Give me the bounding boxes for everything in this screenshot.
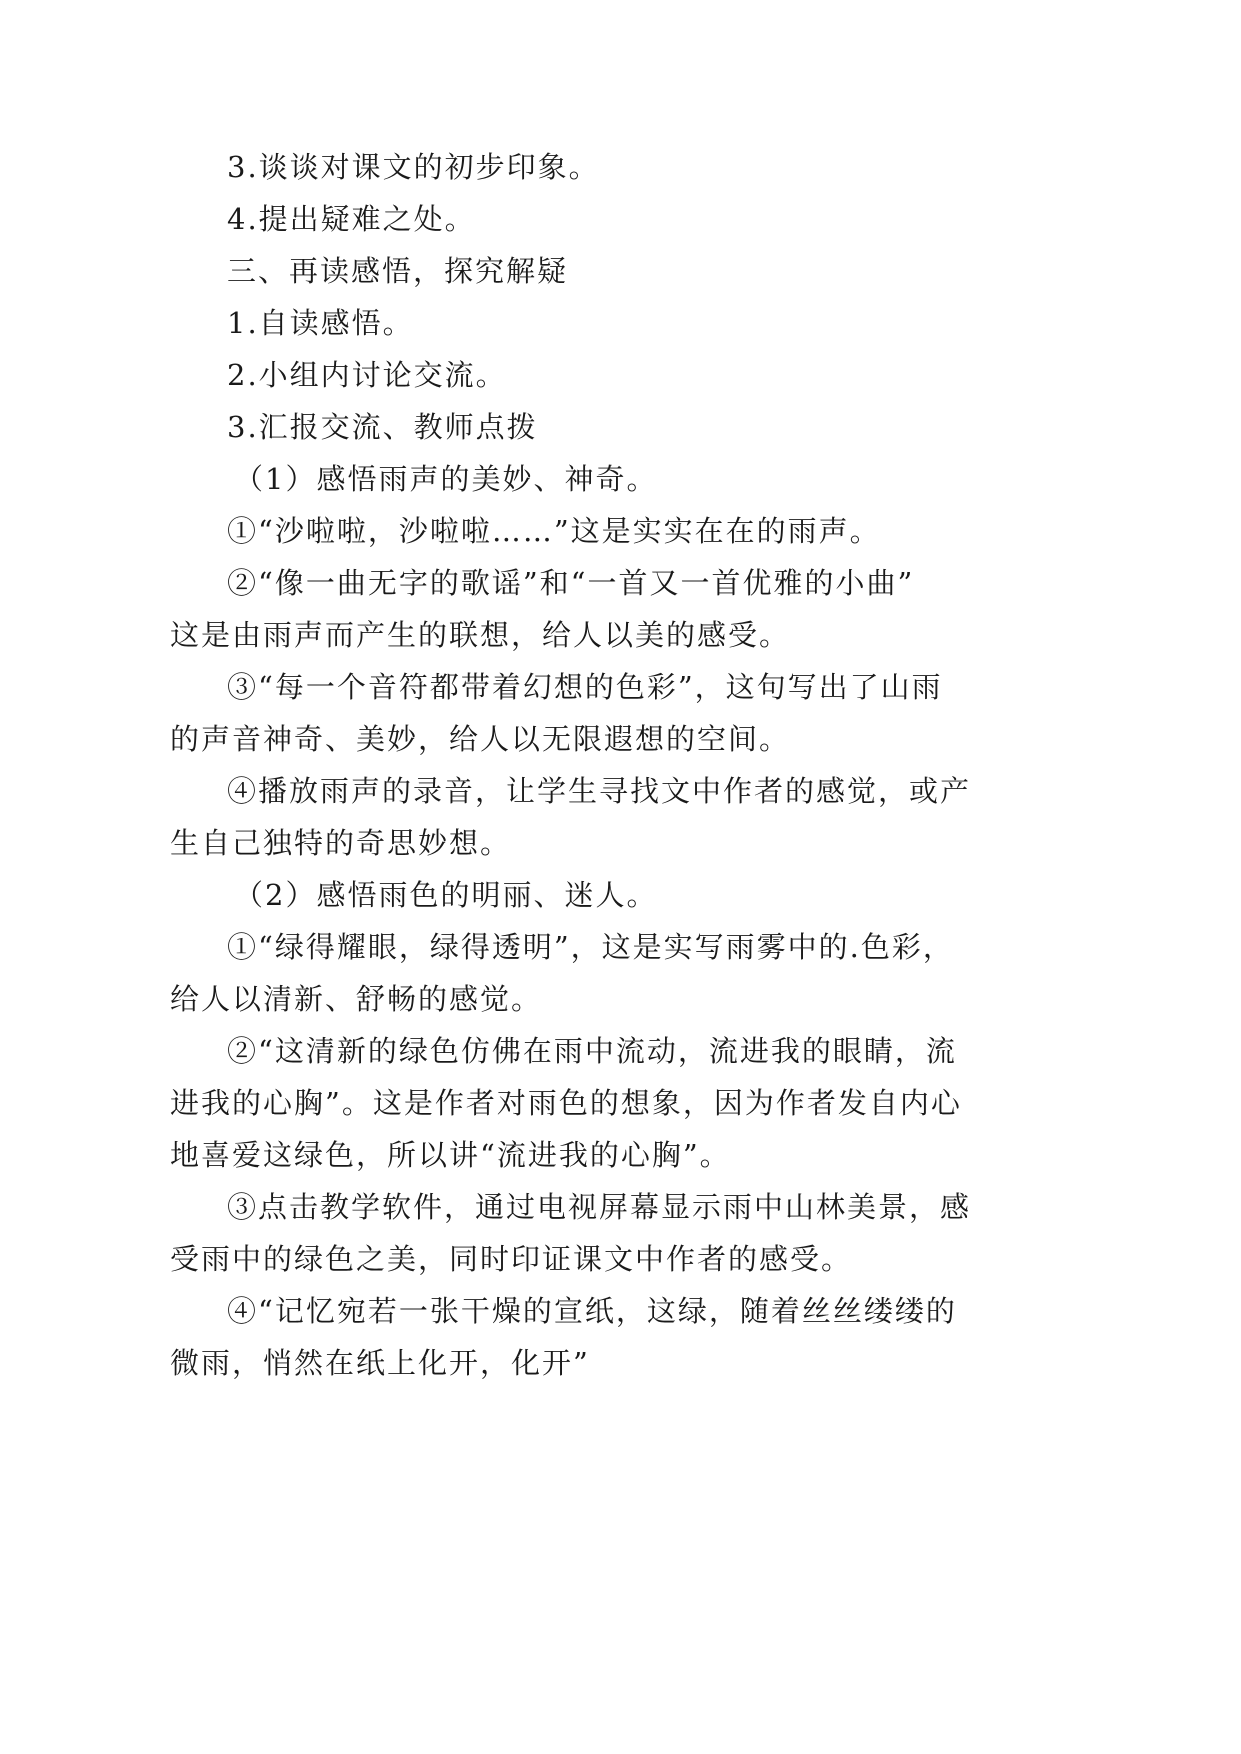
text-line: 的声音神奇、美妙，给人以无限遐想的空间。 [170, 722, 791, 756]
text-line: 进我的心胸”。这是作者对雨色的想象，因为作者发自内心 [170, 1086, 962, 1120]
text-line: 微雨，悄然在纸上化开，化开” [170, 1346, 590, 1380]
text-line: 给人以清新、舒畅的感觉。 [170, 982, 543, 1016]
text-line: 这是由雨声而产生的联想，给人以美的感受。 [170, 618, 791, 652]
text-line: ②“像一曲无字的歌谣”和“一首又一首优雅的小曲” [227, 566, 915, 600]
text-line: 生自己独特的奇思妙想。 [170, 826, 512, 860]
text-line: 2.小组内讨论交流。 [227, 358, 507, 392]
text-line: 地喜爱这绿色，所以讲“流进我的心胸”。 [170, 1138, 731, 1172]
text-line: 3.谈谈对课文的初步印象。 [227, 150, 600, 184]
text-line: 3.汇报交流、教师点拨 [227, 410, 538, 444]
text-line: ④“记忆宛若一张干燥的宣纸，这绿，随着丝丝缕缕的 [227, 1294, 957, 1328]
subsection-heading: （1）感悟雨声的美妙、神奇。 [234, 462, 658, 496]
text-line: ④播放雨声的录音，让学生寻找文中作者的感觉，或产 [227, 774, 972, 808]
section-heading: 三、再读感悟，探究解疑 [227, 254, 569, 288]
text-line: 受雨中的绿色之美，同时印证课文中作者的感受。 [170, 1242, 853, 1276]
text-line: ②“这清新的绿色仿佛在雨中流动，流进我的眼睛，流 [227, 1034, 957, 1068]
text-line: 1.自读感悟。 [227, 306, 414, 340]
text-line: ③点击教学软件，通过电视屏幕显示雨中山林美景，感 [227, 1190, 972, 1224]
subsection-heading: （2）感悟雨色的明丽、迷人。 [234, 878, 658, 912]
text-line: ③“每一个音符都带着幻想的色彩”，这句写出了山雨 [227, 670, 943, 704]
text-line: ①“沙啦啦，沙啦啦……”这是实实在在的雨声。 [227, 514, 881, 548]
text-line: 4.提出疑难之处。 [227, 202, 476, 236]
text-line: ①“绿得耀眼，绿得透明”，这是实写雨雾中的.色彩， [227, 930, 954, 964]
